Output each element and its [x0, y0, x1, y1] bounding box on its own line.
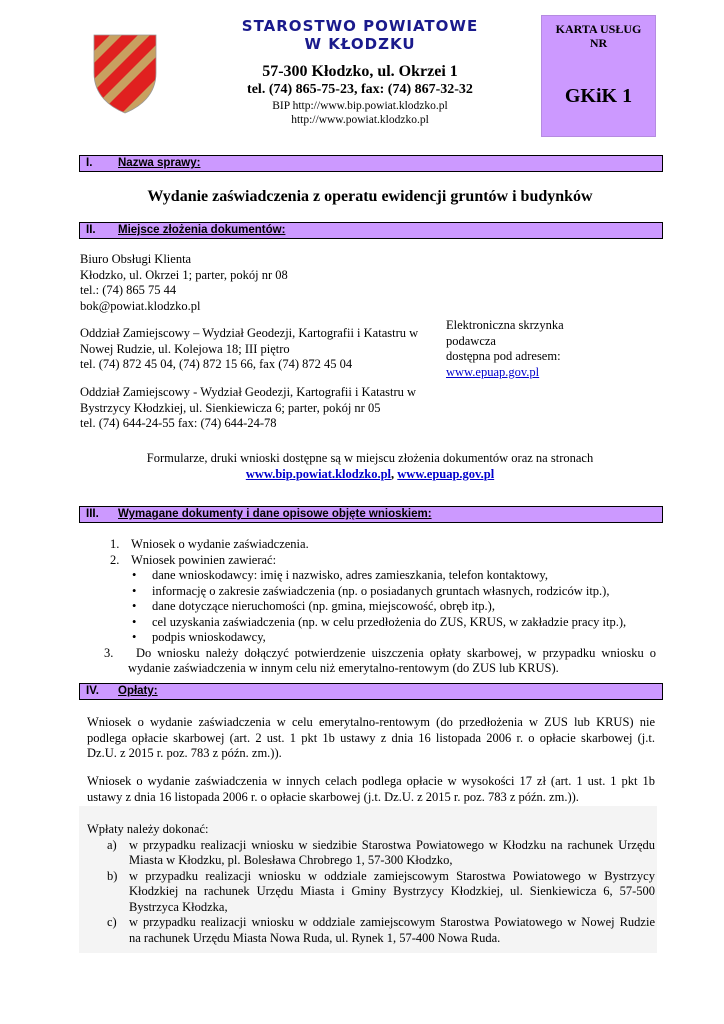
office-bystrzyca	[80, 385, 450, 432]
section-header-1	[79, 155, 663, 172]
office-name-line2: W KŁODZKU	[304, 35, 416, 53]
list-item	[80, 553, 660, 569]
payment-line: na rachunek Urzędu Miasta Nowa Ruda, ul. Rynek 1, 57-400 Nowa Ruda.	[129, 930, 501, 945]
payment-item	[87, 838, 655, 869]
payment-item	[87, 915, 655, 946]
section-title: Opłaty:	[118, 685, 158, 697]
payment-line: w przypadku realizacji wniosku w oddziale zamiejscowym Starostwa Powiatowego w Bystrzycy	[129, 868, 655, 883]
bullet-item	[80, 615, 660, 631]
bullet-text: cel uzyskania zaświadczenia (np. w celu przedłożenia do ZUS, KRUS, w zakładzie pracy itp.),	[152, 614, 627, 629]
office-line: tel. (74) 872 45 04, (74) 872 15 66, fax (74) 872 45 04	[80, 357, 353, 371]
list-text: Do wniosku należy dołączyć potwierdzenie uiszczenia opłaty skarbowej, w przypadku wniosku o	[136, 645, 656, 660]
bullet-text: informację o zakresie zaświadczenia (np. o posiadanych gruntach własnych, rodziców itp.),	[152, 583, 610, 598]
payment-line: w przypadku realizacji wniosku w oddziale zamiejscowym Starostwa Powiatowego w Nowej Rudzie	[129, 915, 655, 929]
card-label-line1: KARTA USŁUG	[555, 22, 642, 36]
bullet-item	[80, 584, 660, 600]
list-item	[80, 646, 660, 662]
payments-intro: Wpłaty należy dokonać:	[87, 822, 209, 836]
bullet-item	[80, 630, 660, 646]
list-number: 1.	[110, 537, 120, 551]
epuap-link[interactable]: www.epuap.gov.pl	[397, 466, 495, 481]
section-number: III.	[86, 508, 99, 520]
forms-text: Formularze, druki wnioski dostępne są w miejscu złożenia dokumentów oraz na stronach	[146, 451, 594, 465]
office-line: tel.: (74) 865 75 44	[80, 283, 177, 297]
payment-line: w przypadku realizacji wniosku w siedzibie Starostwa Powiatowego w Kłodzku na rachunek Urzędu	[129, 837, 655, 852]
bullet-icon: •	[132, 568, 137, 582]
bullet-item	[80, 568, 660, 584]
section-title: Nazwa sprawy:	[118, 157, 201, 169]
card-label-line2: NR	[589, 36, 608, 50]
service-name: Wydanie zaświadczenia z operatu ewidencji gruntów i budynków	[147, 188, 593, 205]
payment-item	[87, 869, 655, 916]
list-text: Wniosek o wydanie zaświadczenia.	[131, 537, 309, 551]
bullet-text: dane dotyczące nieruchomości (np. gmina, miejscowość, obręb itp.),	[152, 599, 495, 613]
list-text: Wniosek powinien zawierać:	[131, 552, 277, 567]
fee-line: Wniosek o wydanie zaświadczenia w innych celach podlega opłacie w wysokości 17 zł (art. 1 ust. 1 pkt 1b	[87, 774, 655, 788]
bullet-icon: •	[132, 614, 137, 629]
bullet-text: podpis wnioskodawcy,	[152, 630, 266, 644]
bullet-icon: •	[132, 599, 137, 613]
payment-letter: a)	[107, 837, 117, 852]
office-nowa-ruda	[80, 326, 450, 373]
bullet-icon: •	[132, 583, 137, 598]
list-number: 2.	[110, 552, 120, 567]
office-line: Oddział Zamiejscowy - Wydział Geodezji, Kartografii i Katastru w	[80, 385, 417, 399]
list-item-continuation	[80, 661, 660, 677]
epuap-line: podawcza	[446, 333, 496, 348]
section-header-3	[79, 506, 663, 523]
payment-letter: c)	[107, 915, 117, 929]
required-docs-list	[80, 537, 660, 677]
fee-paragraph-2	[87, 774, 655, 805]
section-number: I.	[86, 157, 93, 169]
card-code: GKiK 1	[564, 85, 633, 107]
epuap-link[interactable]: www.epuap.gov.pl	[446, 364, 540, 379]
office-line: Oddział Zamiejscowy – Wydział Geodezji, Kartografii i Katastru w	[80, 326, 419, 340]
list-number: 3.	[104, 645, 114, 660]
section-header-4	[79, 683, 663, 700]
office-bip: BIP http://www.bip.powiat.klodzko.pl	[272, 100, 448, 112]
service-card-box	[541, 15, 656, 137]
office-name-line1: STAROSTWO POWIATOWE	[241, 17, 479, 35]
office-phone: tel. (74) 865-75-23, fax: (74) 867-32-32	[247, 82, 473, 97]
section-number: II.	[86, 224, 96, 236]
payment-letter: b)	[107, 868, 118, 883]
payments-block	[87, 822, 655, 946]
section-number: IV.	[86, 685, 100, 697]
fee-line: ustawy z dnia 16 listopada 2006 r. o opłacie skarbowej (j.t. Dz.U. z 2015 r. poz. 783 z późn. zm.)).	[87, 789, 579, 804]
section-title: Miejsce złożenia dokumentów:	[118, 224, 286, 236]
office-line: Biuro Obsługi Klienta	[80, 252, 192, 266]
fee-line: Dz.U. z 2015 r. poz. 783 z późn. zm.)).	[87, 746, 282, 760]
card-label	[542, 22, 655, 50]
epuap-line: dostępna pod adresem:	[446, 349, 561, 363]
office-line: Bystrzycy Kłodzkiej, ul. Sienkiewicza 6; parter, pokój nr 05	[80, 400, 381, 415]
office-name	[190, 17, 530, 53]
section-header-2	[79, 222, 663, 239]
bip-link[interactable]: www.bip.powiat.klodzko.pl	[245, 466, 392, 481]
link-separator: ,	[391, 466, 398, 481]
epuap-box	[446, 318, 646, 380]
epuap-line: Elektroniczna skrzynka	[446, 318, 564, 332]
office-email: bok@powiat.klodzko.pl	[80, 298, 201, 313]
office-line: tel. (74) 644-24-55 fax: (74) 644-24-78	[80, 416, 277, 430]
office-client-service	[80, 252, 460, 314]
office-line: Nowej Rudzie, ul. Kolejowa 18; III piętro	[80, 341, 290, 356]
bullet-icon: •	[132, 630, 137, 644]
office-address-block	[190, 63, 530, 127]
payment-line: Miasta w Kłodzku, pl. Bolesława Chrobrego 1, 57-300 Kłodzko,	[129, 853, 453, 867]
office-address: 57-300 Kłodzko, ul. Okrzei 1	[262, 63, 458, 80]
payment-line: Kłodzkiej na rachunek Urzędu Miasta i Gminy Bystrzycy Kłodzkiej, ul. Sienkiewicza 6, 57-500	[129, 884, 655, 898]
forms-info	[79, 451, 661, 482]
fee-line: podlega opłacie skarbowej (art. 2 ust. 1 pkt 1b ustawy z dnia 16 listopada 2006 r. o opłacie skarbowej (j.t.	[87, 730, 655, 745]
section-title: Wymagane dokumenty i dane opisowe objęte wnioskiem:	[118, 508, 432, 520]
payment-line: Bystrzyca Kłodzka,	[129, 899, 228, 914]
bullet-text: dane wnioskodawcy: imię i nazwisko, adres zamieszkania, telefon kontaktowy,	[152, 568, 548, 582]
fee-line: Wniosek o wydanie zaświadczenia w celu emerytalno-rentowym (do przedłożenia w ZUS lub KRUS) nie	[87, 715, 655, 729]
list-item	[80, 537, 660, 553]
office-line: Kłodzko, ul. Okrzei 1; parter, pokój nr 08	[80, 267, 288, 282]
list-text: wydanie zaświadczenia w innym celu niż emerytalno-rentowym (do ZUS lub KRUS).	[128, 661, 559, 675]
bullet-item	[80, 599, 660, 615]
coat-of-arms-logo	[92, 33, 158, 115]
fee-paragraph-1	[87, 715, 655, 762]
office-www: http://www.powiat.klodzko.pl	[291, 114, 429, 126]
